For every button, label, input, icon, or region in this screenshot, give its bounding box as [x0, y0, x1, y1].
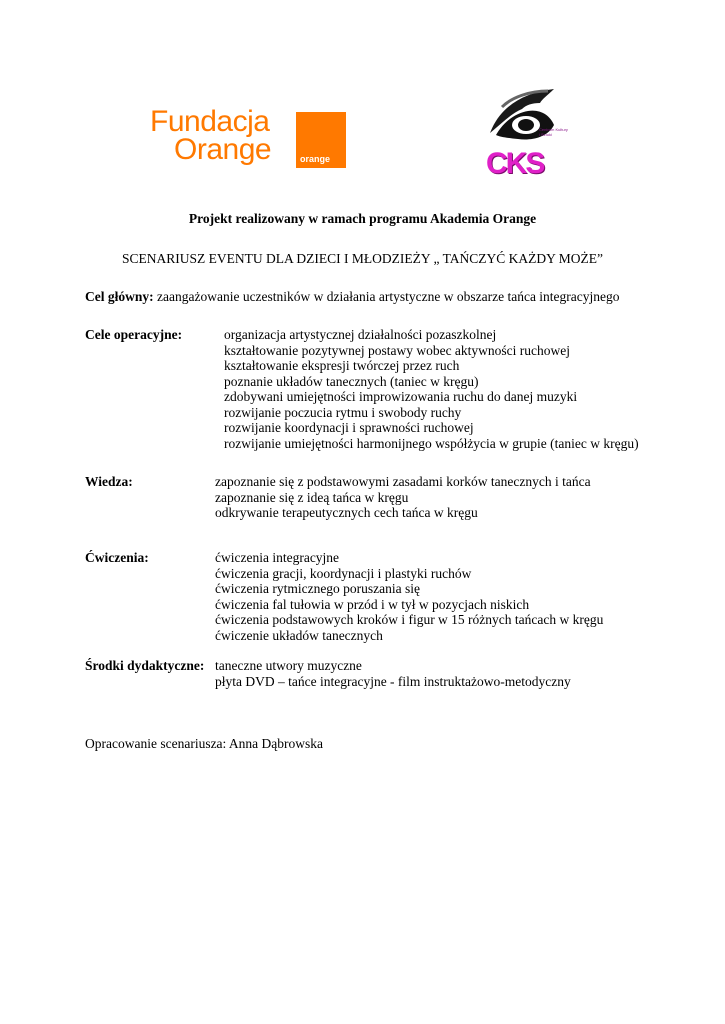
cks-logo — [482, 85, 572, 183]
list-item: płyta DVD – tańce integracyjne - film instruktażowo-metodyczny — [215, 673, 571, 689]
project-line: Projekt realizowany w ramach programu Akademia Orange — [188, 211, 537, 226]
list-item: ćwiczenia podstawowych kroków i figur w 15 różnych tańcach w kręgu — [215, 612, 604, 627]
cks-letters: CKS — [486, 147, 544, 180]
operational-goals-label: Cele operacyjne: — [85, 327, 183, 342]
list-item: kształtowanie ekspresji twórczej przez ruch — [224, 358, 460, 373]
list-item: organizacja artystycznej działalności pozaszkolnej — [224, 327, 497, 342]
list-item: ćwiczenie układów tanecznych — [215, 627, 383, 643]
didactic-means-list — [215, 658, 571, 689]
fundacja-orange-logo — [150, 105, 350, 170]
list-item: zdobywani umiejętności improwizowania ruchu do danej muzyki — [224, 389, 578, 404]
orange-line: Orange — [174, 133, 272, 166]
list-item: rozwijanie poczucia rytmu i swobody ruchy — [224, 404, 462, 420]
fundacja-line: Fundacja — [150, 105, 270, 138]
orange-square-logo — [296, 112, 346, 168]
list-item: ćwiczenia integracyjne — [215, 550, 340, 565]
operational-goals-list — [224, 327, 639, 451]
main-goal-text: zaangażowanie uczestników w działania artystyczne w obszarze tańca integracyjnego — [153, 289, 620, 304]
document-title: SCENARIUSZ EVENTU DLA DZIECI I MŁODZIEŻY „ TAŃCZYĆ KAŻDY MOŻE” — [122, 251, 603, 266]
exercises-label: Ćwiczenia: — [85, 550, 149, 565]
list-item: rozwijanie umiejętności harmonijnego współżycia w grupie (taniec w kręgu) — [224, 435, 639, 451]
list-item: ćwiczenia rytmicznego poruszania się — [215, 581, 421, 596]
list-item: ćwiczenia gracji, koordynacji i plastyki ruchów — [215, 565, 472, 581]
exercises-list — [215, 550, 603, 643]
list-item: odkrywanie terapeutycznych cech tańca w kręgu — [215, 505, 478, 520]
list-item: zapoznanie się z podstawowymi zasadami korków tanecznych i tańca — [215, 474, 591, 489]
author-line: Opracowanie scenariusza: Anna Dąbrowska — [85, 736, 324, 751]
cks-small-text: Centrum Kultury i Sztuki — [539, 127, 568, 137]
list-item: taneczne utwory muzyczne — [215, 658, 362, 673]
list-item: poznanie układów tanecznych (taniec w kręgu) — [224, 373, 479, 389]
didactic-means-label: Środki dydaktyczne: — [85, 658, 205, 673]
list-item: ćwiczenia fal tułowia w przód i w tył w pozycjach niskich — [215, 596, 530, 612]
main-goal — [85, 289, 620, 305]
knowledge-label: Wiedza: — [85, 474, 133, 489]
list-item: rozwijanie koordynacji i sprawności ruchowej — [224, 420, 474, 435]
knowledge-list — [215, 474, 591, 521]
eye-icon — [482, 85, 572, 155]
fundacja-orange-wordmark — [150, 105, 272, 166]
orange-box-text: orange — [300, 154, 331, 164]
main-goal-label: Cel główny: — [85, 289, 154, 304]
list-item: zapoznanie się z ideą tańca w kręgu — [215, 489, 409, 505]
list-item: kształtowanie pozytywnej postawy wobec aktywności ruchowej — [224, 342, 571, 358]
